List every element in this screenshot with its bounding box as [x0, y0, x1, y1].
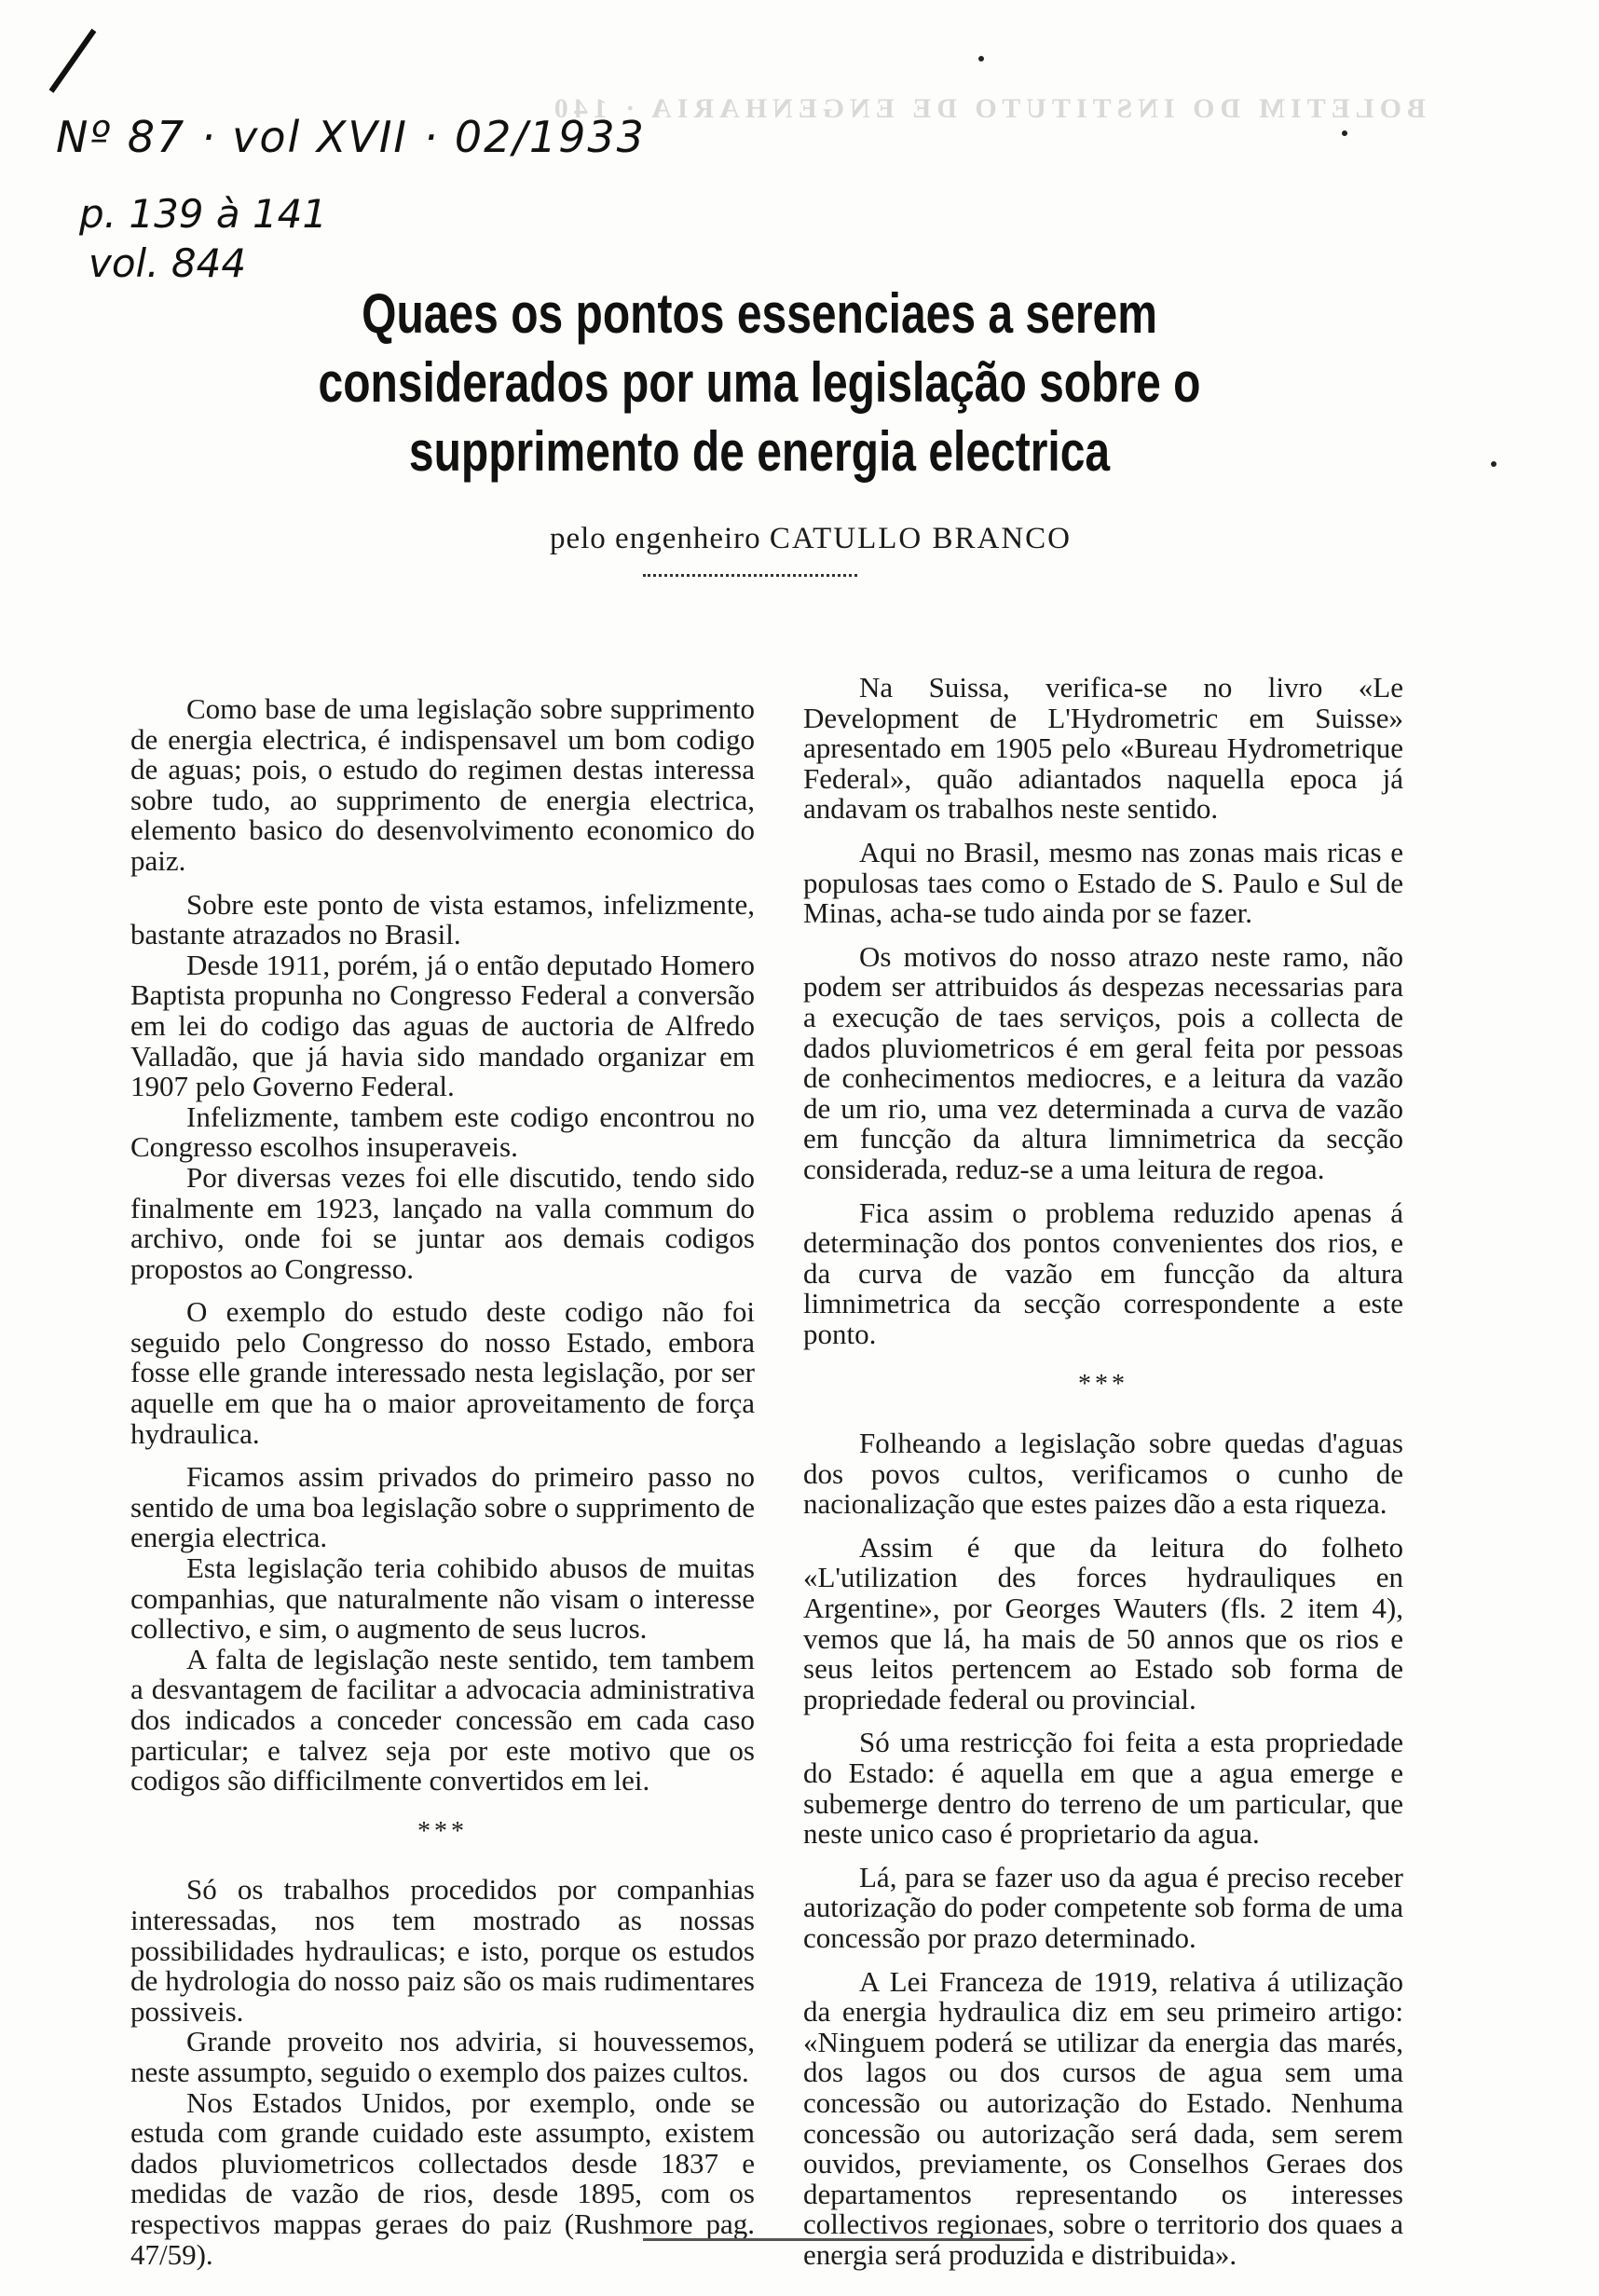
paragraph: Infelizmente, tambem este codigo encontrou no Congresso escolhos insuperaveis. — [130, 1100, 755, 1164]
paragraph: Nos Estados Unidos, por exemplo, onde se estuda com grande cuidado este assumpto, existem dados pluviometricos collectados desde 1837 e medidas de vazão de rios, desde 1895, com os respectivos mappas geraes do paiz (Rushmore pag. 47/59). — [130, 2085, 755, 2271]
paragraph: A Lei Franceza de 1919, relativa á utilização da energia hydraulica diz em seu primeiro artigo: «Ninguem poderá se utilizar da energia das marés, dos lagos ou dos cursos de agua sem uma concessão ou autorização do Estado. Nenhuma concessão ou autorização será dada, sem serem ouvidos, previamente, os Conselhos Geraes dos departamentos representando os interesses collectivos regionaes, sobre o territorio dos quaes a energia será produzida e distribuida». — [803, 1964, 1403, 2271]
paragraph: Folheando a legislação sobre quedas d'aguas dos povos cultos, verificamos o cunho de nacionalização que estes paizes dão a esta riqueza. — [803, 1427, 1403, 1521]
paragraph: Só os trabalhos procedidos por companhias interessadas, nos tem mostrado as nossas possibilidades hydraulicas; e isto, porque os estudos de hydrologia do nosso paiz são os mais rudimentares possiveis. — [130, 1873, 755, 2028]
paragraph: Esta legislação teria cohibido abusos de muitas companhias, que naturalmente não visam o interesse collectivo, e sim, o augmento de seus lucros. — [130, 1551, 755, 1646]
section-separator: *** — [417, 1816, 468, 1846]
paragraph: A falta de legislação neste sentido, tem tambem a desvantagem de facilitar a advocacia administrativa dos indicados a conceder concessão em cada caso particular; e talvez seja por este motivo que os codigos são difficilmente convertidos em lei. — [130, 1642, 755, 1797]
left-column — [130, 694, 755, 2270]
handwritten-pages: p. 139 à 141 — [79, 191, 328, 237]
paragraph: Fica assim o problema reduzido apenas á determinação dos pontos convenientes dos rios, e da curva de vazão em funcção da altura limnimetrica da secção correspondente a este ponto. — [803, 1196, 1403, 1350]
section-separator: *** — [1078, 1370, 1128, 1400]
speck — [1342, 130, 1347, 136]
author-prefix: pelo engenheiro — [549, 522, 761, 555]
paragraph: Os motivos do nosso atrazo neste ramo, não podem ser attribuidos ás despezas necessarias para a execução de taes serviços, pois a collecta de dados pluviometricos é em geral feita por pessoas de conhecimentos mediocres, e a leitura da vazão de um rio, uma vez determinada a curva de vazão em funcção da altura limnimetrica da secção considerada, reduz-se a uma leitura de regoa. — [803, 939, 1403, 1185]
right-column — [803, 673, 1403, 2271]
paragraph: Desde 1911, porém, já o então deputado Homero Baptista propunha no Congresso Federal a conversão em lei do codigo das aguas de auctoria de Alfredo Valladão, que já havia sido mandado organizar em 1907 pelo Governo Federal. — [130, 948, 755, 1103]
paragraph: Aqui no Brasil, mesmo nas zonas mais ricas e populosas taes como o Estado de S. Paulo e Sul de Minas, acha-se tudo ainda por se fazer. — [803, 835, 1403, 930]
paragraph: Grande proveito nos adviria, si houvessemos, neste assumpto, seguido o exemplo dos paizes cultos. — [130, 2025, 755, 2088]
paragraph: Na Suissa, verifica-se no livro «Le Development de L'Hydrometric em Suisse» apresentado em 1905 pelo «Bureau Hydrometrique Federal», quão adiantados naquella epoca já andavam os trabalhos neste sentido. — [803, 671, 1403, 826]
handwritten-volume: vol. 844 — [89, 240, 247, 286]
paragraph: O exemplo do estudo deste codigo não foi seguido pelo Congresso do nosso Estado, embora fosse elle grande interessado nesta legislação, por ser aquelle em que ha o maior aproveitamento de força hydraulica. — [130, 1295, 755, 1450]
article-author — [391, 522, 1230, 556]
author-name: CATULLO BRANCO — [769, 522, 1073, 555]
handwritten-slash — [49, 29, 97, 93]
paragraph: Sobre este ponto de vista estamos, infelizmente, bastante atrazados no Brasil. — [130, 887, 755, 951]
paragraph: Como base de uma legislação sobre supprimento de energia electrica, é indispensavel um bom codigo de aguas; pois, o estudo do regimen destas interessa sobre tudo, ao supprimento de energia electrica, elemento basico do desenvolvimento economico do paiz. — [130, 692, 755, 877]
speck — [1491, 461, 1496, 467]
paragraph: Assim é que da leitura do folheto «L'utilization des forces hydrauliques en Argentine», por Georges Wauters (fls. 2 item 4), vemos que lá, ha mais de 50 annos que os rios e seus leitos pertencem ao Estado sob forma de propriedade federal ou provincial. — [803, 1530, 1403, 1715]
handwritten-reference: Nº 87 · vol XVII · 02/1933 — [56, 112, 646, 162]
bleed-through-header: BOLETIM DO INSTITUTO DE ENGENHARIA · 140 — [548, 93, 1426, 124]
bottom-rule — [643, 2238, 1034, 2241]
paragraph: Por diversas vezes foi elle discutido, tendo sido finalmente em 1923, lançado na valla commum do archivo, onde foi se juntar aos demais codigos propostos ao Congresso. — [130, 1160, 755, 1285]
paragraph: Lá, para se fazer uso da agua é preciso receber autorização do poder competente sob forma de uma concessão por prazo determinado. — [803, 1860, 1403, 1954]
speck — [978, 56, 984, 62]
article-title: Quaes os pontos essenciaes a serem considerados por uma legislação sobre o supprimento de energia electrica — [318, 282, 1201, 483]
paragraph: Ficamos assim privados do primeiro passo no sentido de uma boa legislação sobre o supprimento de energia electrica. — [130, 1460, 755, 1554]
dotted-divider — [643, 574, 857, 577]
paragraph: Só uma restricção foi feita a esta propriedade do Estado: é aquella em que a agua emerge e subemerge dentro do terreno de um particular, que neste unico caso é proprietario da agua. — [803, 1726, 1403, 1851]
